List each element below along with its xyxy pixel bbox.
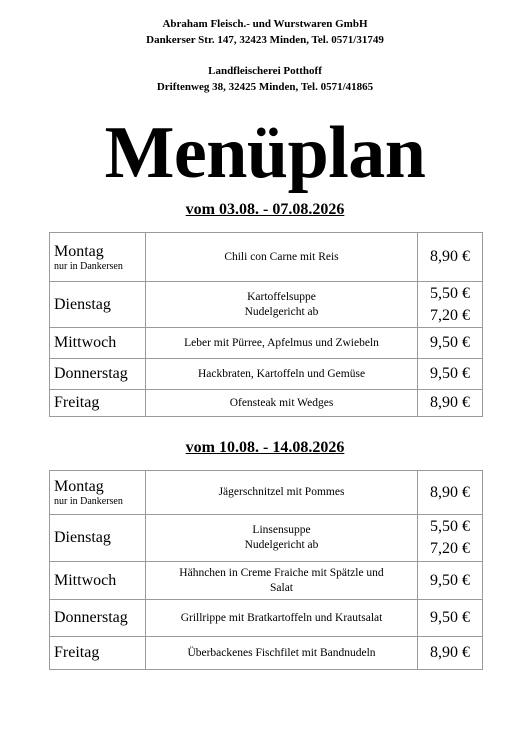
day-cell — [50, 390, 146, 417]
dish-cell — [146, 637, 418, 670]
table-row — [50, 233, 483, 282]
price-text: 8,90 € — [430, 394, 470, 411]
dish-cell — [146, 359, 418, 390]
week-2-label: vom 10.08. - 14.08.2026 — [185, 439, 345, 456]
dish-text: Leber mit Pürree, Apfelmus und Zwiebeln — [184, 336, 379, 349]
price-text: 8,90 € — [430, 483, 470, 501]
shop-address: Driftenweg 38, 32425 Minden, Tel. 0571/41865 — [156, 81, 374, 93]
table-row — [50, 328, 483, 359]
dish-cell — [146, 328, 418, 359]
week-1-table — [49, 232, 483, 417]
dish-text: Kartoffelsuppe — [247, 290, 316, 303]
shop-name: Landfleischerei Potthoff — [208, 65, 322, 77]
price-text: 9,50 € — [430, 609, 470, 626]
dish-text: Hähnchen in Creme Fraiche mit Spätzle und — [179, 566, 384, 579]
price-cell — [418, 471, 483, 515]
day-cell — [50, 233, 146, 282]
dish-text: Überbackenes Fischfilet mit Bandnudeln — [187, 646, 376, 659]
week-1-label: vom 03.08. - 07.08.2026 — [185, 201, 345, 218]
day-name: Donnerstag — [54, 365, 128, 382]
price-cell — [418, 562, 483, 600]
price-cell — [418, 637, 483, 670]
day-cell — [50, 515, 146, 562]
table-row — [50, 471, 483, 515]
dish-text: Linsensuppe — [252, 524, 311, 536]
price-text: 9,50 € — [430, 365, 470, 382]
dish-text: Salat — [270, 581, 293, 594]
dish-cell — [146, 390, 418, 417]
day-cell — [50, 471, 146, 515]
dish-text: Hackbraten, Kartoffeln und Gemüse — [197, 367, 366, 380]
price-cell — [418, 328, 483, 359]
table-row — [50, 562, 483, 600]
dish-cell — [146, 562, 418, 600]
dish-cell — [146, 233, 418, 282]
dish-text: Jägerschnitzel mit Pommes — [218, 486, 345, 498]
table-row — [50, 637, 483, 670]
dish-cell — [146, 471, 418, 515]
price-cell — [418, 515, 483, 562]
day-name: Donnerstag — [54, 609, 128, 626]
price-text: 7,20 € — [430, 306, 470, 324]
day-name: Freitag — [54, 644, 100, 661]
day-cell — [50, 600, 146, 637]
price-text: 9,50 € — [430, 571, 470, 589]
company-name: Abraham Fleisch.- und Wurstwaren GmbH — [162, 18, 368, 30]
price-cell — [418, 233, 483, 282]
day-name: Dienstag — [54, 295, 111, 313]
day-note: nur in Dankersen — [54, 260, 123, 272]
day-name: Mittwoch — [54, 334, 117, 351]
day-name: Freitag — [54, 394, 100, 411]
price-text: 8,90 € — [430, 248, 470, 265]
price-cell — [418, 600, 483, 637]
day-cell — [50, 328, 146, 359]
dish-text: Ofensteak mit Wedges — [229, 396, 334, 409]
day-name: Mittwoch — [54, 571, 117, 589]
company-address: Dankerser Str. 147, 32423 Minden, Tel. 0571/31749 — [146, 34, 384, 46]
dish-cell — [146, 515, 418, 562]
day-name: Montag — [54, 242, 104, 260]
week-2-table — [49, 470, 483, 670]
day-cell — [50, 637, 146, 670]
price-cell — [418, 359, 483, 390]
day-cell — [50, 562, 146, 600]
price-text: 8,90 € — [430, 644, 470, 661]
dish-text: Chili con Carne mit Reis — [224, 250, 339, 263]
price-text: 5,50 € — [430, 284, 470, 302]
table-row — [50, 515, 483, 562]
day-cell — [50, 282, 146, 328]
price-text: 9,50 € — [430, 334, 470, 351]
day-name: Dienstag — [54, 529, 111, 546]
price-cell — [418, 282, 483, 328]
table-row — [50, 390, 483, 417]
day-name: Montag — [54, 478, 104, 495]
dish-text: Nudelgericht ab — [244, 305, 319, 318]
dish-text: Nudelgericht ab — [244, 539, 319, 551]
price-cell — [418, 390, 483, 417]
page-title: Menüplan — [104, 112, 426, 194]
dish-text: Grillrippe mit Bratkartoffeln und Krautsalat — [180, 611, 383, 624]
table-row — [50, 282, 483, 328]
dish-cell — [146, 600, 418, 637]
day-note: nur in Dankersen — [54, 496, 123, 507]
table-row — [50, 359, 483, 390]
price-text: 7,20 € — [430, 540, 470, 557]
day-cell — [50, 359, 146, 390]
table-row — [50, 600, 483, 637]
price-text: 5,50 € — [430, 518, 470, 535]
dish-cell — [146, 282, 418, 328]
